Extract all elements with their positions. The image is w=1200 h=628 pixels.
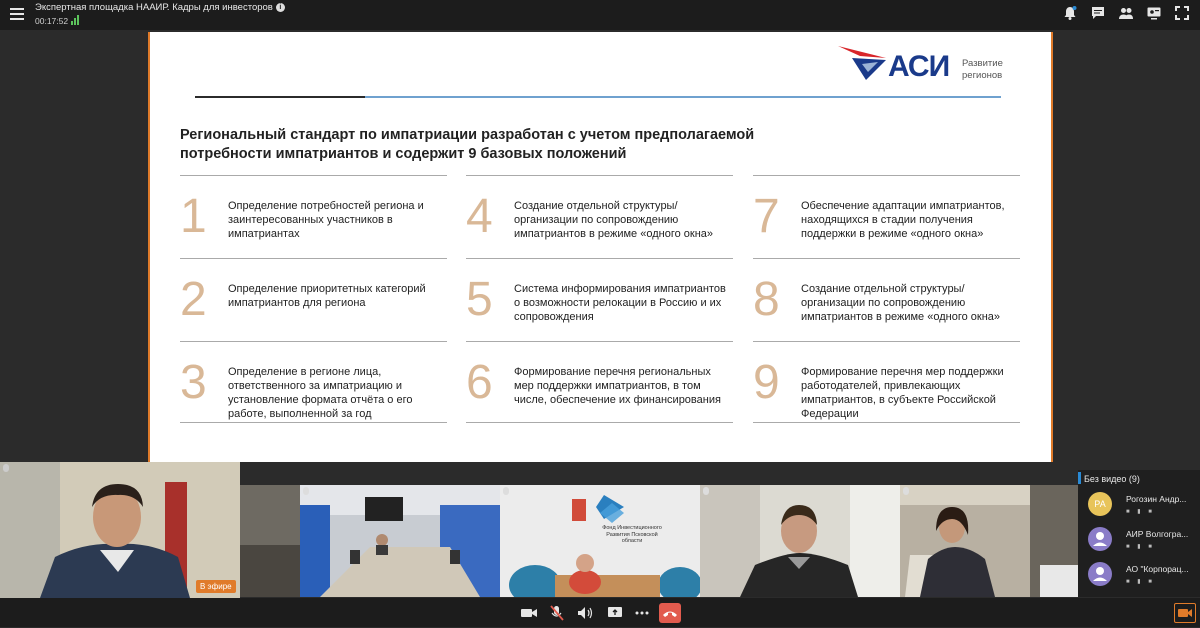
participant-name: АИР Волгогра... [1126,529,1189,539]
logo-subtitle: Развитие регионов [962,58,1003,81]
chat-icon[interactable] [1090,5,1106,21]
live-badge: В эфире [196,580,236,593]
divider [180,422,447,423]
slide-heading: Региональный стандарт по импатриации разработан с учетом предполагаемой потребности импатриантов и содержит 9 базовых положений [180,127,755,162]
video-tile-speaker[interactable] [0,462,240,598]
video-tile-partial[interactable] [240,485,300,597]
top-bar [0,0,1200,30]
conference-title: Экспертная площадка НААИР. Кадры для инвесторов [35,2,273,13]
logo-text: АСИ [888,50,950,83]
speaker-icon[interactable] [576,604,596,622]
mic-status-icon [703,487,709,495]
participant-name: Рогозин Андр... [1126,494,1187,504]
fund-name: Фонд Инвестиционного Развития Псковской области [602,525,662,544]
asi-logo-icon [838,42,888,82]
participant-status-icons: ■ ▮ ■ [1126,509,1155,515]
hang-up-button[interactable] [659,603,681,623]
presentation-slide: АСИ Развитие регионов Региональный стандарт по импатриации разработан с учетом предполагаемой потребности импатриантов и содержит 9 базовых положений 1 Определение потребностей региона и заинтересованных участников в импатриантах 2 Определение приоритетных категорий импатриантов для региона 3 Определение в регионе лица, ответственного за импатриацию и установление формата отчёта о его работе, выполненной за год 4 Создание отдельной структуры/ организации по сопровождению импатриантов в режиме «одного окна» 5 Система информирования импатриантов о возможности релокации в Россию и их сопровождения 6 Формирование перечня региональных мер поддержки импатриантов, в том числе, обеспечение их финансирования 7 Обеспечение адаптации импатриантов, находящихся в стадии получения поддержки в режиме «одного окна» 8 Создание отдельной структуры/ организации по сопровождению импатриантов в режиме «одного окна» 9 Формирование перечня мер поддержки работодателей, привлекающих импатриантов, в субъекте Российской Федерации [148,32,1053,462]
call-controls-bar [0,598,1200,627]
avatar [1088,562,1112,586]
call-timer: 00:17:52 [35,16,69,26]
mic-status-icon [503,487,509,495]
divider-accent [195,96,365,98]
mic-status-icon [3,464,9,472]
participant-item[interactable] [1088,492,1198,522]
panel-accent [1078,472,1081,484]
signal-strength-icon [71,15,81,25]
mic-status-icon [303,487,309,495]
video-tile-room[interactable] [300,485,500,597]
screen-share-control-icon[interactable] [606,604,624,622]
info-icon[interactable]: i [276,3,285,12]
divider [466,422,733,423]
no-video-panel [1078,470,1200,597]
bell-icon[interactable] [1062,5,1078,21]
avatar: РА [1088,492,1112,516]
camera-icon[interactable] [520,604,540,622]
divider [753,422,1020,423]
participant-status-icons: ■ ▮ ■ [1126,579,1155,585]
participant-name: АО "Корпорац... [1126,564,1189,574]
video-tile-fund[interactable] [500,485,700,597]
panel-title: Без видео (9) [1084,474,1140,484]
video-tile-participant[interactable] [700,485,900,597]
screen-share-icon[interactable] [1146,5,1162,21]
record-icon[interactable] [1174,603,1196,623]
participants-icon[interactable] [1118,5,1134,21]
video-tile-participant[interactable] [900,485,1078,597]
menu-icon[interactable] [10,8,24,20]
fullscreen-icon[interactable] [1174,5,1190,21]
avatar [1088,527,1112,551]
participant-item[interactable] [1088,527,1198,557]
mic-status-icon [903,487,909,495]
more-options-icon[interactable] [634,604,650,622]
mic-muted-icon[interactable] [548,604,566,622]
participant-item[interactable] [1088,562,1198,592]
participant-status-icons: ■ ▮ ■ [1126,544,1155,550]
